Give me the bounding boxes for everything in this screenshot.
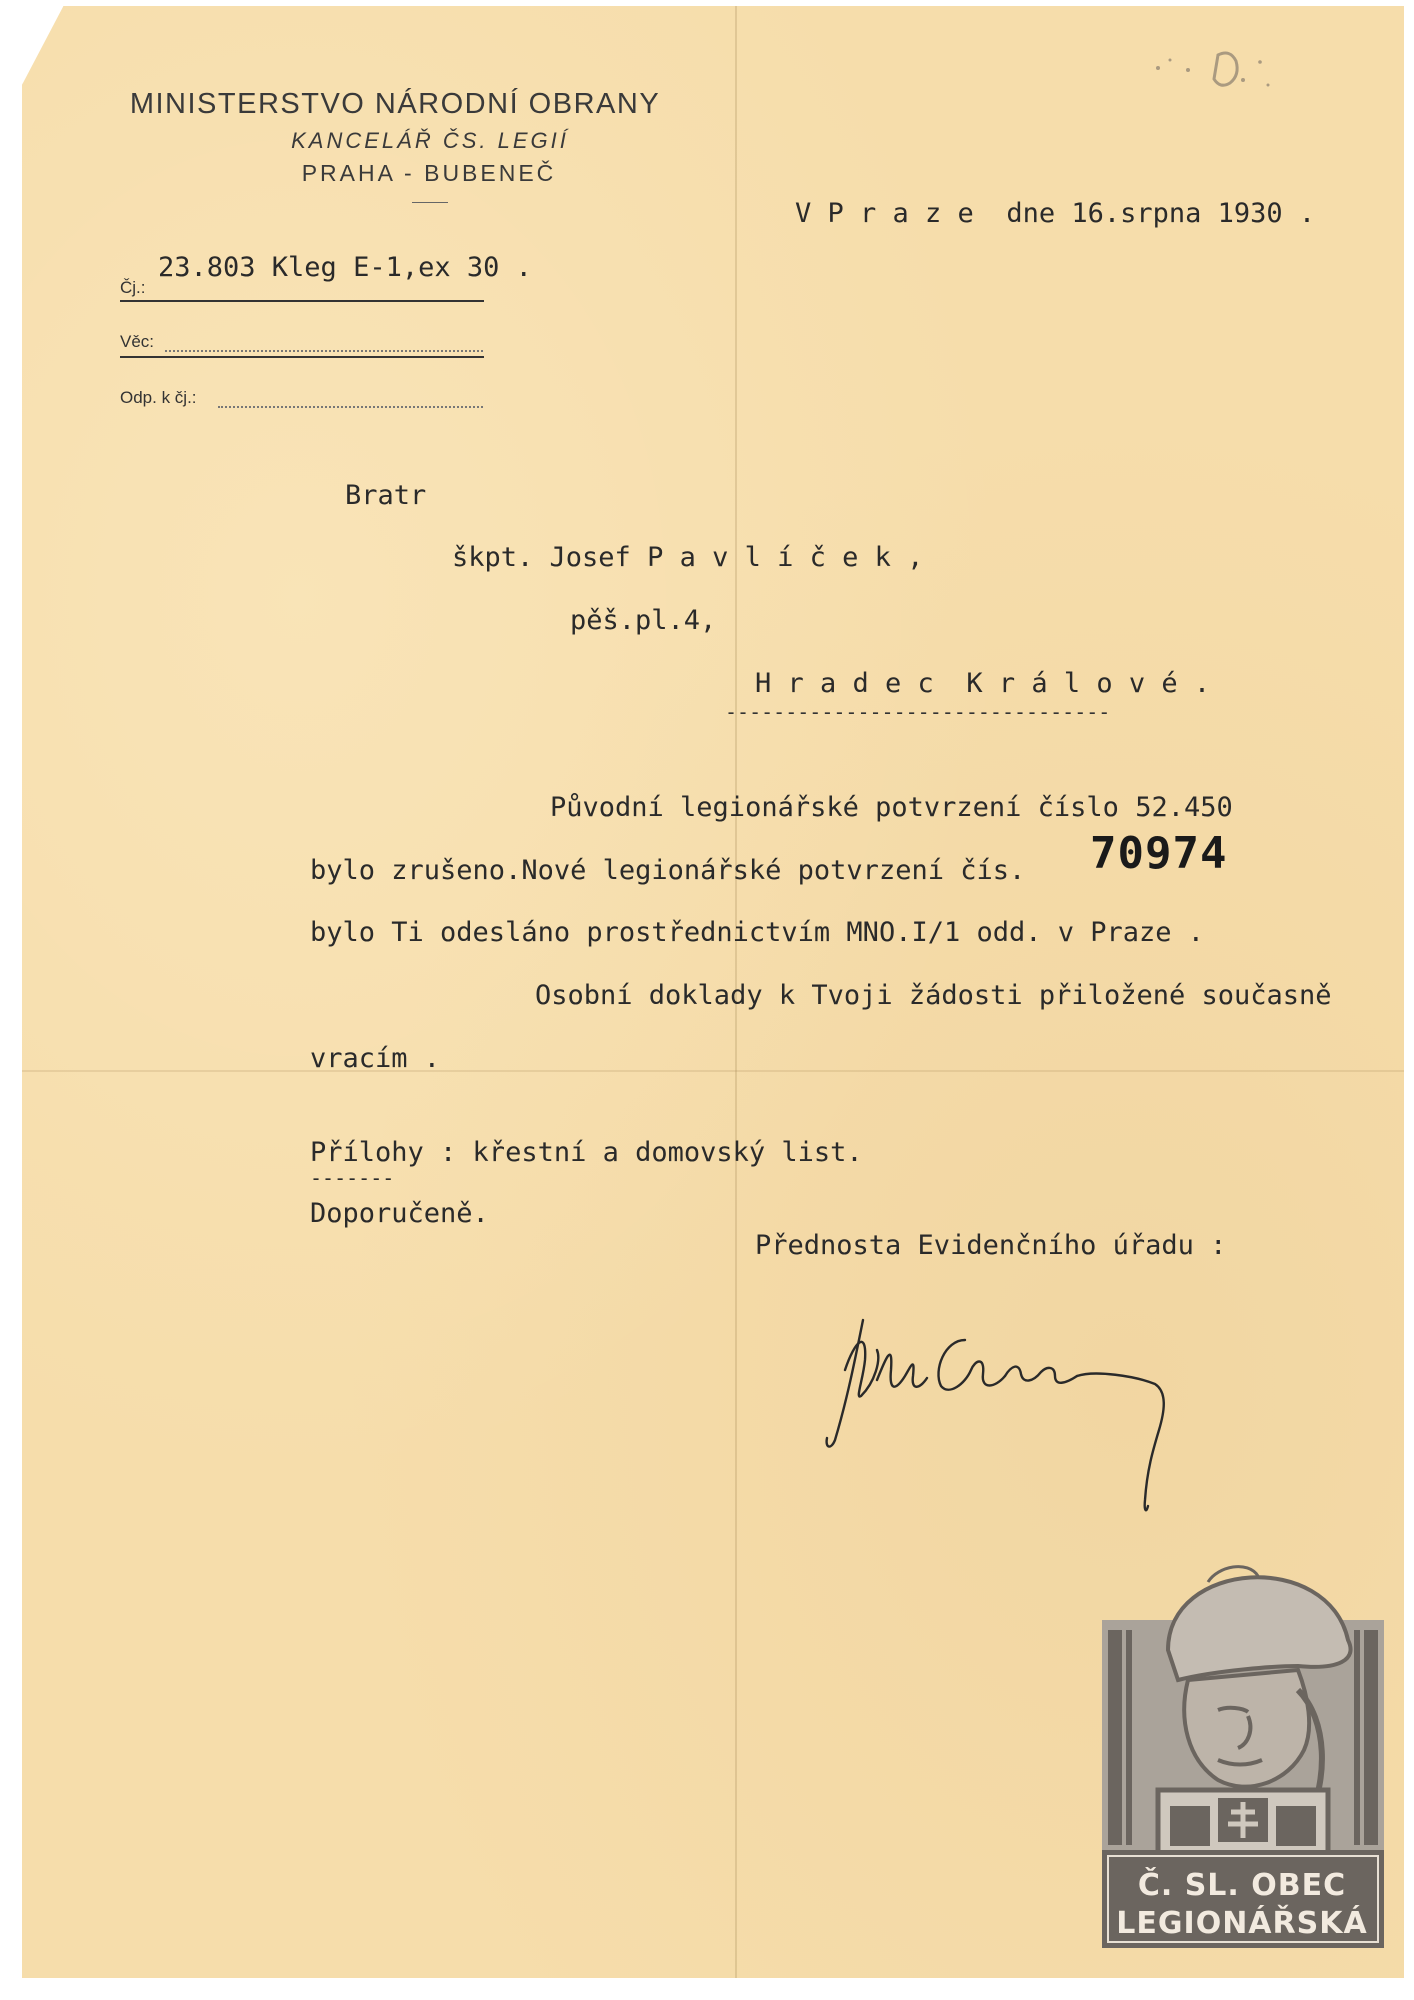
cj-label: Čj.: (120, 278, 146, 297)
cj-value: 23.803 Kleg E-1,ex 30 . (158, 252, 532, 283)
attachments-dashes: ------- (310, 1166, 395, 1190)
recipient-name: škpt. Josef P a v l í č e k , (452, 542, 924, 573)
vec-dotted-line (165, 350, 483, 352)
salutation: Bratr (345, 480, 427, 511)
letterhead-rule (412, 202, 448, 203)
new-certificate-number: 70974 (1090, 828, 1228, 879)
vec-label: Věc: (120, 332, 155, 351)
handwritten-signature (815, 1300, 1245, 1530)
cj-underline (120, 300, 484, 302)
body-line-2: bylo zrušeno.Nové legionářské potvrzení čís. (310, 855, 1026, 886)
letterhead-ministry: MINISTERSTVO NÁRODNÍ OBRANY (129, 88, 661, 120)
letterhead-office: KANCELÁŘ ČS. LEGIÍ (291, 128, 569, 153)
city-underline: -------------------------------- (725, 700, 1111, 724)
body-line-3: bylo Ti odesláno prostřednictvím MNO.I/1 odd. v Praze . (310, 917, 1205, 948)
recipient-unit: pěš.pl.4, (570, 605, 717, 636)
place-date: V P r a z e dne 16.srpna 1930 . (795, 198, 1316, 229)
faint-stamp-mark (1148, 40, 1298, 110)
attachments: Přílohy : křestní a domovský list. (310, 1137, 863, 1168)
vec-underline (120, 356, 484, 358)
odp-dotted-line (218, 406, 483, 408)
registered-mail: Doporučeně. (310, 1198, 489, 1229)
body-line-4: Osobní doklady k Tvoji žádosti přiložené současně (535, 980, 1332, 1011)
odp-label: Odp. k čj.: (120, 388, 197, 407)
logo-text-line-1: Č. SL. OBEC (1137, 1868, 1347, 1903)
body-line-5: vracím . (310, 1043, 441, 1074)
horizontal-fold-line (22, 1070, 1404, 1072)
letterhead-address: PRAHA - BUBENEČ (301, 160, 557, 186)
logo-text-line-2: LEGIONÁŘSKÁ (1116, 1906, 1368, 1941)
body-line-1: Původní legionářské potvrzení číslo 52.450 (550, 792, 1233, 823)
recipient-city: H r a d e c K r á l o v é . (755, 668, 1211, 699)
signatory-title: Přednosta Evidenčního úřadu : (755, 1230, 1227, 1261)
